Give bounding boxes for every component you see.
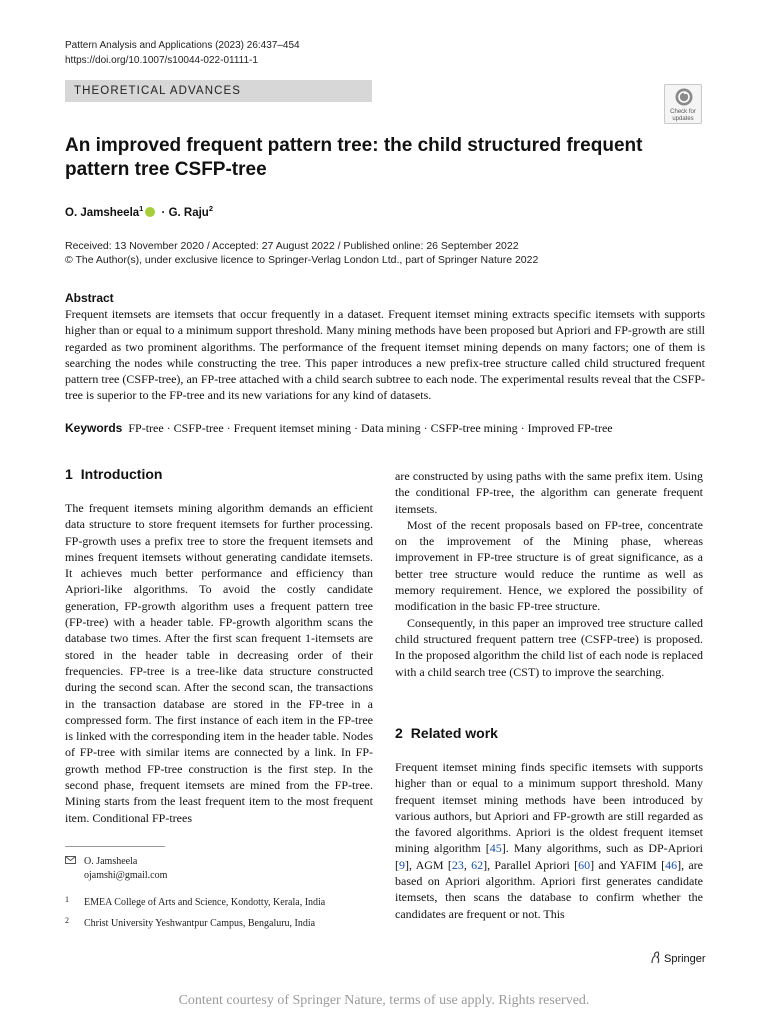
springer-horse-icon [649, 951, 662, 964]
check-for-updates-icon [674, 87, 694, 107]
intro-paragraph-2: Most of the recent proposals based on FP-tree, concentrate on the improvement of the Mining phase, whereas improvement in FP-tree structure is of great significance, as a better tree structure would reduce the runtime as well as memory requirement. Hence, we explored the possibility of modification in the basic FP-tree structure. [395, 517, 703, 614]
check-for-updates-line1: Check for [670, 109, 696, 115]
citation-link[interactable]: 9 [399, 857, 405, 872]
affiliation-2: Christ University Yeshwantpur Campus, Bengaluru, India [84, 918, 316, 929]
related-work-paragraph-1: Frequent itemset mining finds specific itemsets with supports higher than or equal to a minimum support threshold. Many frequent itemset mining methods have been introduced by various authors, but Apriori and FP-growth are still regarded as the favored algorithms. Apriori is the oldest frequent itemset mining algorithm [45]. Many algorithms, such as DP-Apriori [9], AGM [23, 62], Parallel Apriori [60] and YAFIM [46], are based on Apriori algorithm. Apriori first generates candidate itemsets, then scans the database to confirm whether the candidates are frequent or not. This [395, 760, 704, 921]
springer-logo [649, 951, 706, 965]
citation-link[interactable]: 62 [471, 857, 484, 872]
corresponding-author-name: O. Jamsheela [84, 856, 138, 867]
copyright-notice: © The Author(s), under exclusive licence to Springer-Verlag London Ltd., part of Springer Nature 2022 [65, 254, 539, 266]
springer-logo-text: Springer [664, 953, 706, 965]
affiliation-1: EMEA College of Arts and Science, Kondotty, Kerala, India [84, 897, 326, 908]
section-title: Related work [410, 725, 498, 741]
courtesy-notice: Content courtesy of Springer Nature, terms of use apply. Rights reserved. [178, 993, 590, 1008]
keywords [65, 421, 613, 436]
orcid-icon[interactable] [145, 207, 155, 217]
author-name: G. Raju [168, 206, 209, 219]
category-banner: THEORETICAL ADVANCES [65, 80, 372, 102]
section-heading-related-work [395, 725, 498, 741]
abstract-heading: Abstract [65, 291, 114, 305]
check-for-updates-line2: updates [672, 116, 694, 122]
citation-link[interactable]: 46 [665, 857, 678, 872]
citation-link[interactable]: 60 [578, 857, 591, 872]
section-number: 2 [395, 725, 403, 741]
publication-dates: Received: 13 November 2020 / Accepted: 27 August 2022 / Published online: 26 September 2022 [65, 240, 519, 252]
author-list [65, 204, 213, 219]
corresponding-author-email[interactable]: ojamshi@gmail.com [84, 870, 168, 881]
related-work-column [395, 759, 703, 922]
journal-citation: Pattern Analysis and Applications (2023) 26:437–454 [65, 40, 300, 51]
author-name: O. Jamsheela [65, 206, 140, 219]
paper-title: An improved frequent pattern tree: the child structured frequent pattern tree CSFP-tree [65, 135, 643, 180]
intro-right-column [395, 468, 703, 680]
citation-link[interactable]: 23 [451, 857, 464, 872]
intro-paragraph-1-continued: are constructed by using paths with the same prefix item. Using the conditional FP-tree, the algorithm can generate frequent itemsets. [395, 469, 703, 516]
corresponding-author [65, 856, 137, 867]
section-title: Introduction [80, 466, 163, 482]
affiliation-number: 1 [65, 895, 69, 904]
author-separator: · [158, 206, 169, 219]
envelope-icon [65, 856, 76, 867]
section-heading-introduction [65, 466, 162, 482]
doi-link[interactable]: https://doi.org/10.1007/s10044-022-01111-1 [65, 55, 258, 66]
citation-link[interactable]: 45 [489, 841, 502, 856]
keywords-label: Keywords [65, 421, 123, 435]
intro-paragraph-1: The frequent itemsets mining algorithm demands an efficient data structure to store frequent itemsets for further processing. FP-growth uses a prefix tree to store the frequent itemsets and mines frequent itemsets without generating candidate itemsets. It achieves much better performance and efficiency than Apriori-like algorithms. To avoid the costly candidate generation, FP-growth algorithm uses a frequent pattern tree (FP-tree) with a header table. FP-growth algorithm scans the database two times. After the first scan frequent 1-itemsets are stored in the header table in decreasing order of their frequencies. FP-tree is a tree-like data structure constructed during the second scan. After the second scan, the transactions in the transaction database are stored in the FP-tree in a compressed form. The first instance of each item in the FP-tree is linked with the corresponding item in the header table. Nodes of FP-tree with similar items are connected by a link. In FP-growth method FP-tree construction is the first step. In the second phase, frequent itemsets are mined from the FP-tree. Mining starts from the least frequent item to the most frequent item. Conditional FP-trees [65, 501, 373, 825]
keywords-list: FP-tree · CSFP-tree · Frequent itemset mining · Data mining · CSFP-tree mining · Improved FP-tree [128, 421, 613, 435]
author-affiliation-sup: 1 [139, 204, 144, 213]
section-number: 1 [65, 466, 73, 482]
author-affiliation-sup: 2 [208, 204, 213, 213]
affiliation-number: 2 [65, 916, 69, 925]
intro-paragraph-3: Consequently, in this paper an improved tree structure called child structured frequent pattern tree (CSFP-tree) is proposed. In the proposed algorithm the child list of each node is replaced with a child search tree (CST) to improve the searching. [395, 615, 703, 679]
abstract-text: Frequent itemsets are itemsets that occur frequently in a dataset. Frequent itemset mining extracts specific itemsets with supports higher than or equal to a minimum support threshold. Many mining methods have been proposed but Apriori and FP-growth are still regarded as two prominent algorithms. The performance of the frequent itemset mining depends on many factors; one of them is searching the nodes while constructing the tree. This paper introduces a new prefix-tree structure called child structured frequent pattern tree (CSFP-tree), an FP-tree attached with a child search subtree to each node. The experimental results reveal that the CSFP-tree is superior to the FP-tree and its new variations for any kind of datasets. [65, 307, 705, 403]
intro-left-column [65, 500, 373, 826]
check-for-updates-badge[interactable] [664, 84, 702, 124]
footnote-divider [65, 846, 165, 847]
